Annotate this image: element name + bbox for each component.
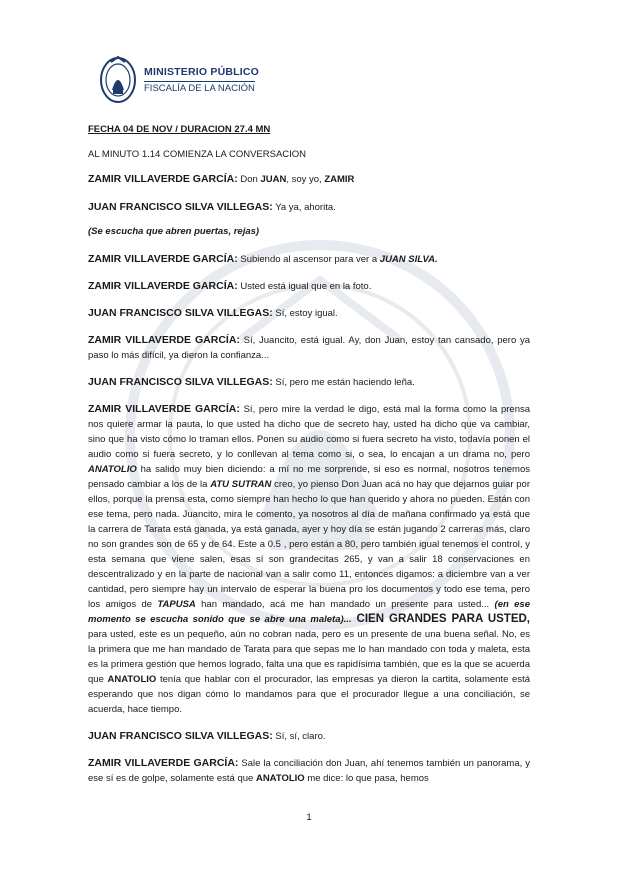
dialogue-entry: ZAMIR VILLAVERDE GARCÍA: Sí, pero mire la verdad le digo, está mal la forma como la prensa nos quiere armar la pauta, lo que usted ha dicho que de secreto hay, usted ha dicho que va cambiar, sino que ha visto cómo lo traman ellos. Ponen su audio como si fuera secreto ha visto, todavía ponen el audio como si fuera secreto, y lo conllevan al tema como si, o sea, lo encajan a un drama no, pero ANATOLIO ha salido muy bien diciendo: a mí no me sorprende, si eso es normal, nosotros tenemos pensado cambiar a los de la ATU SUTRAN creo, yo pienso Don Juan acá no hay que dejarnos guiar por ellos, porque la prensa esta, como siempre han hecho lo que han querido y ahora no pueden. Están con ese tema, pero nada. Juancito, mira le comento, ya nosotros al día de mañana confirmado ya está que la carrera de Tarata está ganada, ya está ganada, ayer y hoy día se están jugando 2 carreras más, claro no son grandes son de 65 y de 64. Este a 0.5 , pero están a 80, pero también igual tenemos el control, y esta semana que viene salen, esas sí son grandecitas 265, y van a salir 18 conservaciones en descentralizado y en la parte de nacional van a salir como 11, entonces digamos: a diciembre van a ver cantidad, pero siempre hay un intervalo de esperar la buena pro los documentos y todo ese tema, pero los amigos de TAPUSA han mandado, acá me han mandado un presente para usted... (en ese momento se escucha sonido que se abre una maleta)... CIEN GRANDES PARA USTED, para usted, este es un pequeño, aún no cobran nada, pero es un presente de una buena señal. No, es la primera que me han mandado de Tarata para que sepas me lo han mandado con toda y maleta, esta es la primera gestión que hemos logrado, falta una que es rapidísima también, que es la que se acuerda que ANATOLIO tenía que hablar con el procurador, las empresas ya dieron la cartita, solamente está esperando que nos digan cómo lo mandamos para que el procurador llegue a una conciliación, se acuerda, hace tiempo.: [88, 403, 531, 715]
start-time-line: AL MINUTO 1.14 COMIENZA LA CONVERSACION: [88, 149, 307, 160]
dialogue-entry: JUAN FRANCISCO SILVA VILLEGAS: Sí, sí, claro.: [88, 730, 326, 742]
speaker-label: ZAMIR VILLAVERDE GARCÍA:: [88, 173, 238, 185]
dialogue-entry: JUAN FRANCISCO SILVA VILLEGAS: Sí, estoy igual.: [88, 307, 338, 319]
org-subtitle: FISCALÍA DE LA NACIÓN: [144, 83, 255, 94]
speaker-label: ZAMIR VILLAVERDE GARCÍA:: [88, 253, 238, 265]
speaker-label: JUAN FRANCISCO SILVA VILLEGAS:: [88, 201, 273, 213]
speaker-label: ZAMIR VILLAVERDE GARCÍA:: [88, 334, 240, 346]
dialogue-entry: ZAMIR VILLAVERDE GARCÍA: Usted está igual que en la foto.: [88, 280, 372, 292]
speaker-label: ZAMIR VILLAVERDE GARCÍA:: [88, 280, 238, 292]
ministerio-emblem-icon: [98, 52, 138, 106]
page-number: 1: [306, 812, 312, 823]
speaker-label: JUAN FRANCISCO SILVA VILLEGAS:: [88, 730, 273, 742]
dialogue-entry: ZAMIR VILLAVERDE GARCÍA: Subiendo al ascensor para ver a JUAN SILVA.: [88, 253, 438, 265]
speaker-label: JUAN FRANCISCO SILVA VILLEGAS:: [88, 307, 273, 319]
dialogue-entry: ZAMIR VILLAVERDE GARCÍA: Sí, Juancito, está igual. Ay, don Juan, estoy tan cansado, pero ya paso lo más difícil, ya dieron la confianza...: [88, 334, 531, 361]
dialogue-entry: JUAN FRANCISCO SILVA VILLEGAS: Sí, pero me están haciendo leña.: [88, 376, 415, 388]
speaker-label: JUAN FRANCISCO SILVA VILLEGAS:: [88, 376, 273, 388]
date-duration-line: FECHA 04 DE NOV / DURACION 27.4 MN: [88, 124, 271, 135]
org-name: MINISTERIO PÚBLICO: [144, 66, 260, 78]
dialogue-entry: ZAMIR VILLAVERDE GARCÍA: Sale la conciliación don Juan, ahí tenemos también un panorama, y ese sí es de golpe, solamente está que ANATOLIO me dice: lo que pasa, hemos: [88, 757, 530, 784]
speaker-label: ZAMIR VILLAVERDE GARCÍA:: [88, 403, 240, 415]
dialogue-entry: JUAN FRANCISCO SILVA VILLEGAS: Ya ya, ahorita.: [88, 201, 336, 213]
sound-note: (Se escucha que abren puertas, rejas): [88, 226, 260, 237]
header-logo: [98, 52, 318, 106]
dialogue-entry: ZAMIR VILLAVERDE GARCÍA: Don JUAN, soy yo, ZAMIR: [88, 173, 355, 185]
speaker-label: ZAMIR VILLAVERDE GARCÍA:: [88, 757, 239, 769]
transcript: [88, 120, 530, 786]
